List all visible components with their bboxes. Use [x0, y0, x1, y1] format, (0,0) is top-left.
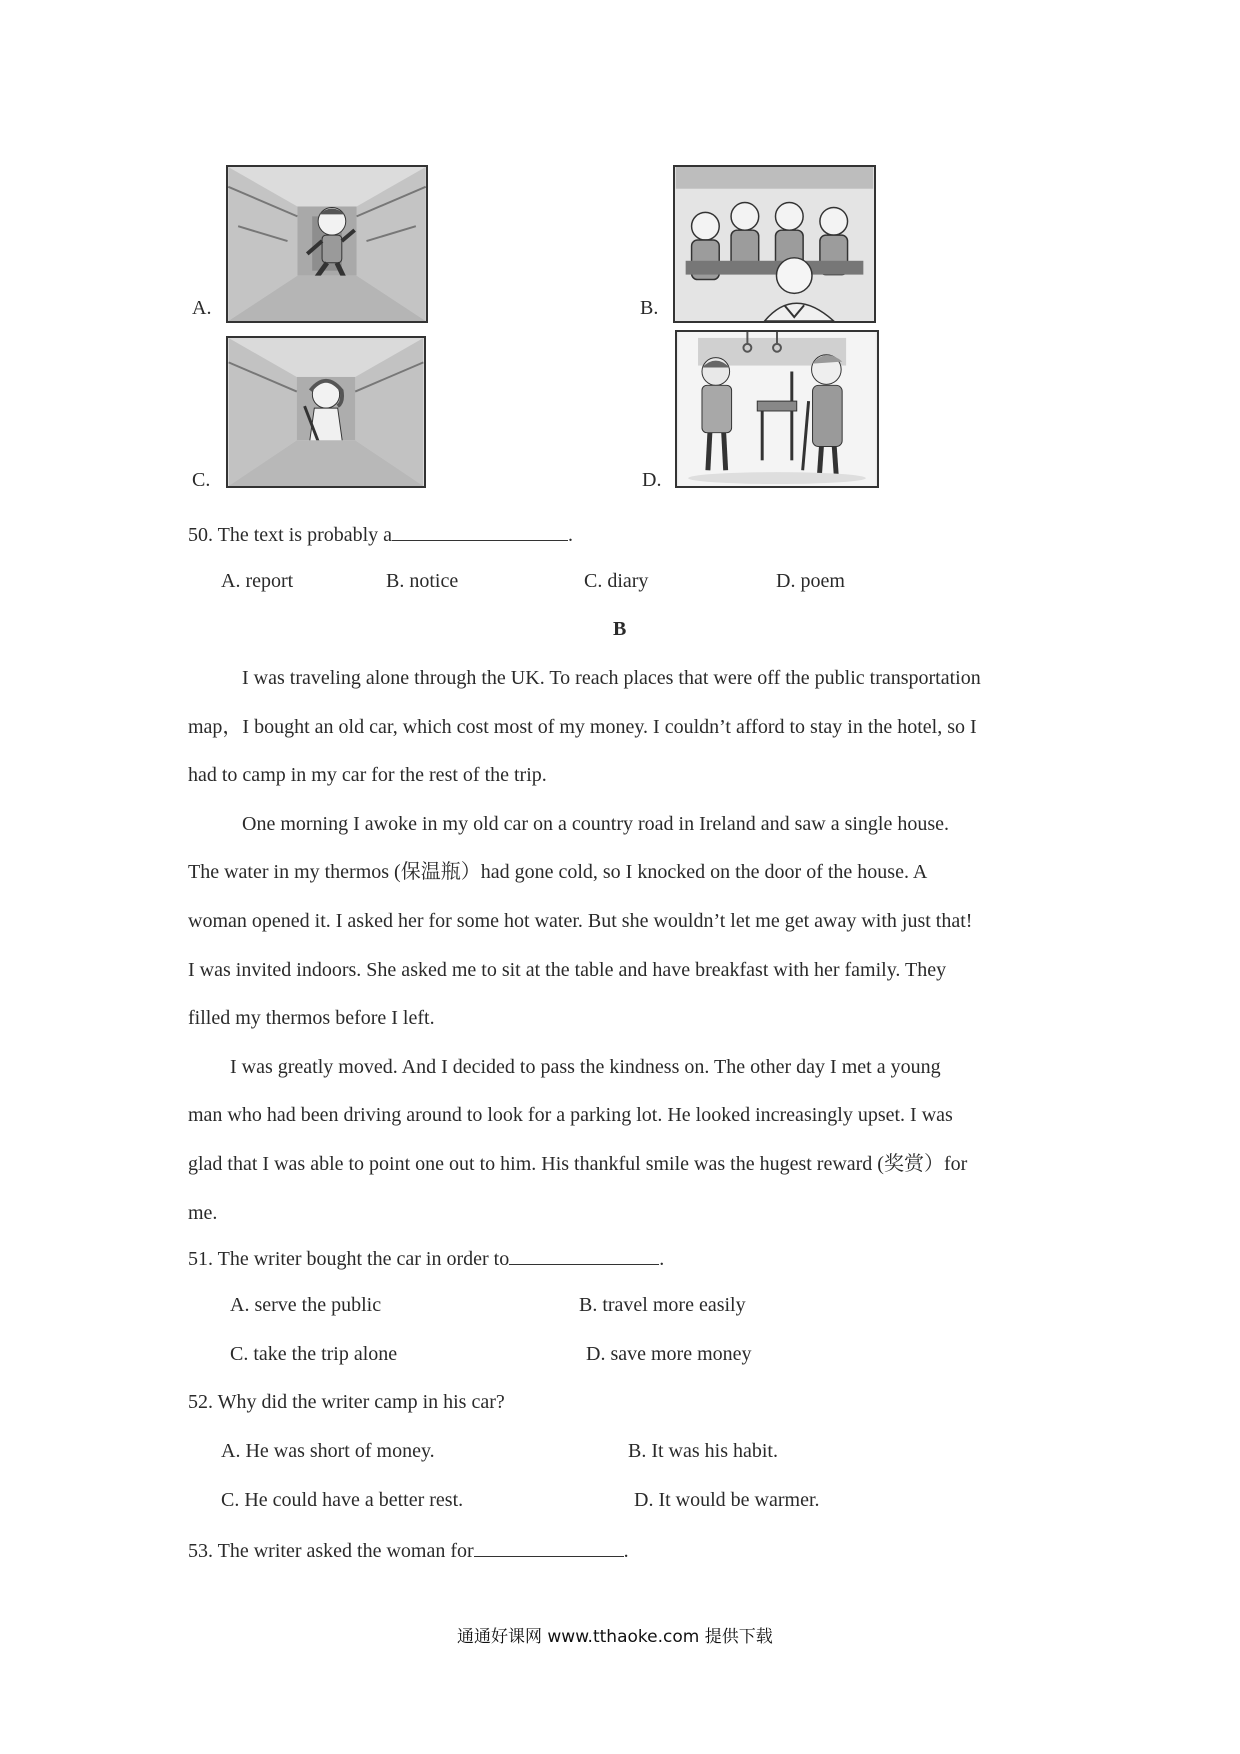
q51-option-a: A. serve the public: [230, 1294, 382, 1316]
paragraph-line: man who had been driving around to look for a parking lot. He looked increasingly upset. I was: [188, 1104, 953, 1127]
q50-option-c: C. diary: [584, 570, 649, 592]
picture-c-label: C.: [192, 469, 211, 491]
q50-option-b: B. notice: [386, 570, 459, 592]
question-50-end: .: [568, 524, 574, 546]
paragraph-line: I was traveling alone through the UK. To reach places that were off the public transportation: [242, 667, 981, 689]
paragraph-line: glad that I was able to point one out to him. His thankful smile was the hugest reward (奖赏）for: [188, 1152, 968, 1175]
question-53: [188, 1538, 629, 1561]
paragraph-line: One morning I awoke in my old car on a country road in Ireland and saw a single house.: [242, 812, 950, 835]
paragraph-3: [188, 1043, 1058, 1237]
girl-sweeping-train-icon: [228, 338, 424, 486]
paragraph-line: had to camp in my car for the rest of the trip.: [188, 764, 547, 787]
question-52-stem: 52. Why did the writer camp in his car?: [188, 1391, 505, 1413]
paragraph-line: me.: [188, 1201, 218, 1224]
section-b-heading: B: [613, 618, 627, 640]
answer-blank: [392, 522, 568, 541]
question-51-end: .: [659, 1248, 665, 1270]
q52-option-c: C. He could have a better rest.: [221, 1489, 464, 1511]
question-51-stem: 51. The writer bought the car in order to: [188, 1248, 510, 1270]
paragraph-line: woman opened it. I asked her for some hot water. But she wouldn’t let me get away with just that!: [188, 909, 973, 932]
footer-watermark: 通通好课网 www.tthaoke.com 提供下载: [457, 1627, 773, 1647]
picture-c: [226, 336, 426, 488]
picture-a-label: A.: [192, 297, 212, 319]
child-running-in-train-icon: [228, 167, 426, 321]
paragraph-line: I was invited indoors. She asked me to sit at the table and have breakfast with her family. They: [188, 958, 947, 981]
question-53-stem: 53. The writer asked the woman for: [188, 1540, 474, 1562]
q50-option-a: A. report: [221, 570, 294, 592]
q51-option-b: B. travel more easily: [579, 1294, 746, 1316]
q52-option-a: A. He was short of money.: [221, 1440, 435, 1462]
paragraph-line: The water in my thermos (保温瓶）had gone cold, so I knocked on the door of the house. A: [188, 861, 928, 884]
picture-b-label: B.: [640, 297, 659, 319]
question-50: [188, 522, 573, 545]
picture-b: [673, 165, 876, 323]
paragraph-line: map，I bought an old car, which cost most of my money. I couldn’t afford to stay in the hotel, so I: [188, 715, 977, 738]
q52-option-b: B. It was his habit.: [628, 1440, 778, 1462]
paragraph-line: filled my thermos before I left.: [188, 1007, 435, 1030]
picture-a: [226, 165, 428, 323]
q51-option-d: D. save more money: [586, 1343, 752, 1365]
answer-blank: [509, 1246, 659, 1265]
question-50-stem: 50. The text is probably a: [188, 524, 393, 546]
question-53-end: .: [623, 1540, 629, 1562]
crowded-bus-icon: [675, 167, 874, 321]
question-51: [188, 1246, 664, 1269]
picture-d-label: D.: [642, 469, 662, 491]
passage: [188, 654, 1058, 1237]
picture-d: [675, 330, 879, 488]
giving-seat-to-elderly-icon: [677, 332, 877, 486]
q52-option-d: D. It would be warmer.: [634, 1489, 820, 1511]
answer-blank: [474, 1538, 624, 1557]
paragraph-2: [188, 800, 1058, 1043]
q50-option-d: D. poem: [776, 570, 845, 592]
paragraph-1: [188, 654, 1058, 800]
paragraph-line: I was greatly moved. And I decided to pass the kindness on. The other day I met a young: [230, 1055, 941, 1078]
q51-option-c: C. take the trip alone: [230, 1343, 398, 1365]
